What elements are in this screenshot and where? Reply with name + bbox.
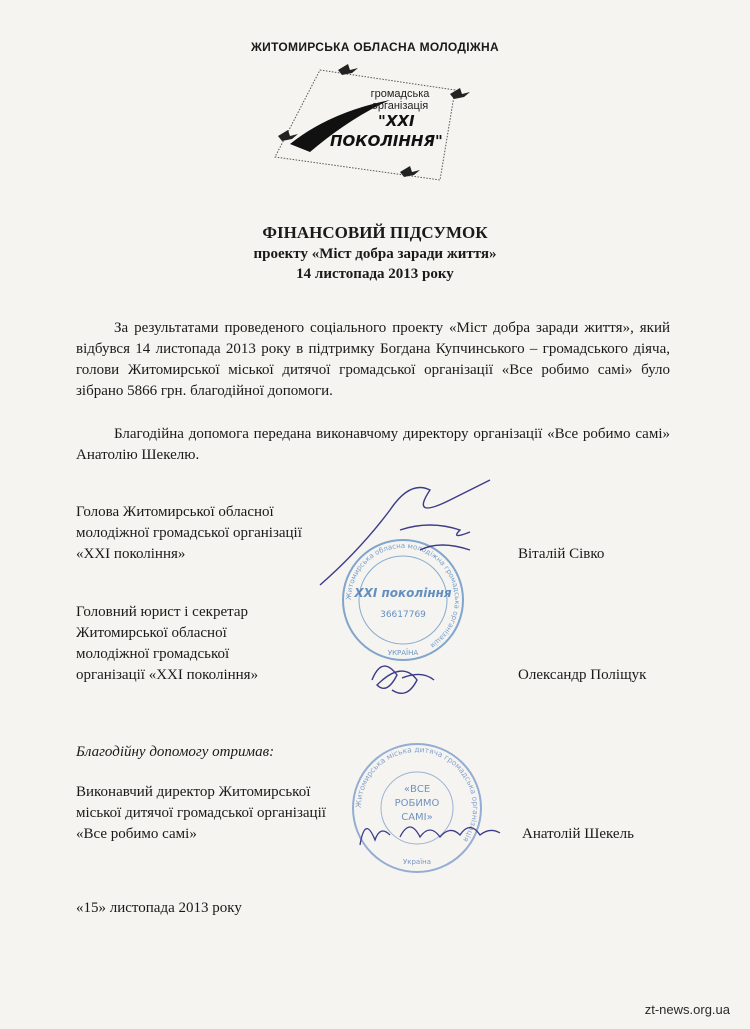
signer2-title: Головний юрист і секретар Житомирської обласної молодіжної громадської організації «XXI покоління»: [76, 604, 259, 683]
paragraph-2: Благодійна допомога передана виконавчому директору організації «Все робимо самі» Анатолію Шекелю.: [76, 426, 670, 463]
logo-line1: громадська: [370, 88, 430, 100]
stamp2-ring-text: Житомирська міська дитяча громадська організація: [353, 744, 481, 844]
signer3-name: Анатолій Шекель: [522, 826, 634, 842]
stamp2-bottom: Україна: [402, 858, 432, 866]
logo-big2: ПОКОЛІННЯ": [330, 132, 443, 150]
received-label: Благодійну допомогу отримав:: [76, 744, 275, 760]
signer3-title: Виконавчий директор Житомирської міської дитячої громадської організації «Все робимо самі»: [76, 784, 326, 842]
signer1-title: Голова Житомирської обласної молодіжної громадської організації «XXI покоління»: [76, 504, 302, 562]
signer1-name: Віталій Сівко: [518, 546, 605, 562]
stamp2-line3: САМІ»: [401, 812, 433, 823]
stamp1-number: 36617769: [380, 610, 426, 620]
stamp2-line1: «ВСЕ: [403, 784, 431, 795]
logo-frame-icon: [270, 52, 480, 192]
project-date: 14 листопада 2013 року: [296, 266, 454, 282]
site-watermark: zt-news.org.ua: [644, 1002, 730, 1017]
organization-logo: [270, 52, 480, 192]
title-block: [0, 222, 750, 284]
signature-polishchuk-icon: [362, 650, 442, 705]
stamp1-ring-text: Житомирська обласна молодіжна громадська організація: [344, 541, 462, 650]
logo-line2: організація: [371, 100, 429, 112]
signer2-name: Олександр Поліщук: [518, 667, 647, 683]
project-name: проекту «Міст добра заради життя»: [253, 246, 497, 262]
paragraph-1: За результатами проведеного соціального проекту «Міст добра заради життя», який відбувся 14 листопада 2013 року в підтримку Богдана Купчинського – громадського діяча, голови Житомирської міської дитячої громадської організації «Все робимо самі» було зібрано 5866 грн. благодійної допомоги.: [76, 320, 670, 399]
logo-big1: "XXI: [378, 112, 415, 130]
signature-shekel-icon: [350, 805, 510, 855]
stamp2-line2: РОБИМО: [394, 798, 440, 809]
stamp1-center: XXI покоління: [354, 586, 452, 600]
document-title: ФІНАНСОВИЙ ПІДСУМОК: [262, 223, 488, 242]
document-date: «15» листопада 2013 року: [76, 900, 242, 916]
stamp1-bottom: УКРАЇНА: [387, 649, 419, 657]
org-header: ЖИТОМИРСЬКА ОБЛАСНА МОЛОДІЖНА: [251, 40, 499, 54]
